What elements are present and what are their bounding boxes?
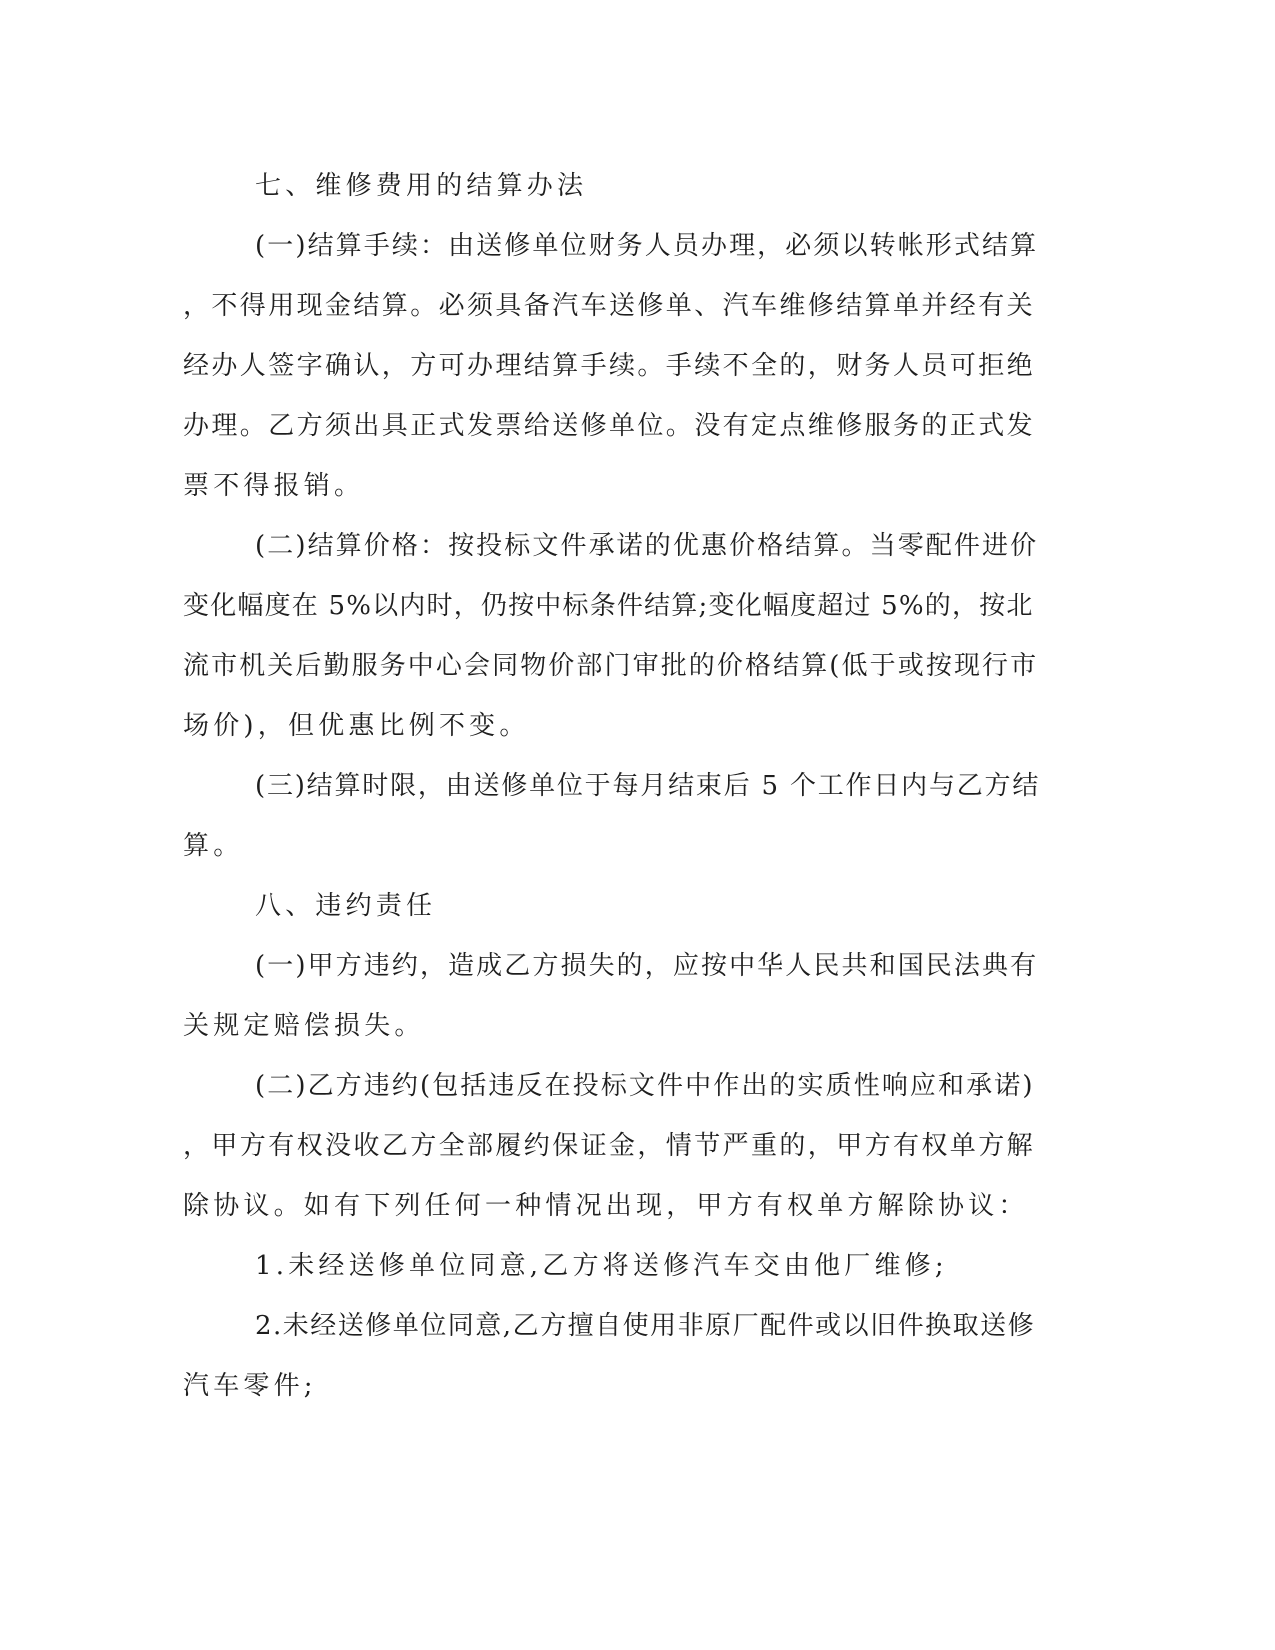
text-line: 八、违约责任: [255, 891, 437, 921]
text-line: 关规定赔偿损失。: [183, 1011, 425, 1041]
text-line: 1.未经送修单位同意,乙方将送修汽车交由他厂维修;: [255, 1251, 948, 1281]
text-line: 票不得报销。: [183, 471, 365, 501]
text-line: ，不得用现金结算。必须具备汽车送修单、汽车维修结算单并经有关: [183, 291, 1036, 321]
text-line: ，甲方有权没收乙方全部履约保证金，情节严重的，甲方有权单方解: [183, 1131, 1036, 1161]
text-line: 变化幅度在 5%以内时，仍按中标条件结算;变化幅度超过 5%的，按北: [183, 591, 1034, 621]
text-line: 汽车零件;: [183, 1371, 317, 1401]
text-line: (二)乙方违约(包括违反在投标文件中作出的实质性响应和承诺): [255, 1071, 1035, 1101]
text-line: (一)结算手续：由送修单位财务人员办理，必须以转帐形式结算: [255, 231, 1039, 261]
text-line: 经办人签字确认，方可办理结算手续。手续不全的，财务人员可拒绝: [183, 351, 1036, 381]
text-line: (二)结算价格：按投标文件承诺的优惠价格结算。当零配件进价: [255, 531, 1039, 561]
text-line: 场价)，但优惠比例不变。: [183, 711, 530, 741]
text-line: 除协议。如有下列任何一种情况出现，甲方有权单方解除协议：: [183, 1191, 1029, 1221]
text-line: (一)甲方违约，造成乙方损失的，应按中华人民共和国民法典有: [255, 951, 1039, 981]
text-line: 七、维修费用的结算办法: [255, 171, 588, 201]
document-body: [183, 156, 1043, 1416]
text-line: 2.未经送修单位同意,乙方擅自使用非原厂配件或以旧件换取送修: [255, 1311, 1036, 1341]
text-line: 流市机关后勤服务中心会同物价部门审批的价格结算(低于或按现行市: [183, 651, 1039, 681]
text-line: (三)结算时限，由送修单位于每月结束后 5 个工作日内与乙方结: [255, 771, 1041, 801]
text-line: 算。: [183, 831, 244, 861]
text-line: 办理。乙方须出具正式发票给送修单位。没有定点维修服务的正式发: [183, 411, 1036, 441]
